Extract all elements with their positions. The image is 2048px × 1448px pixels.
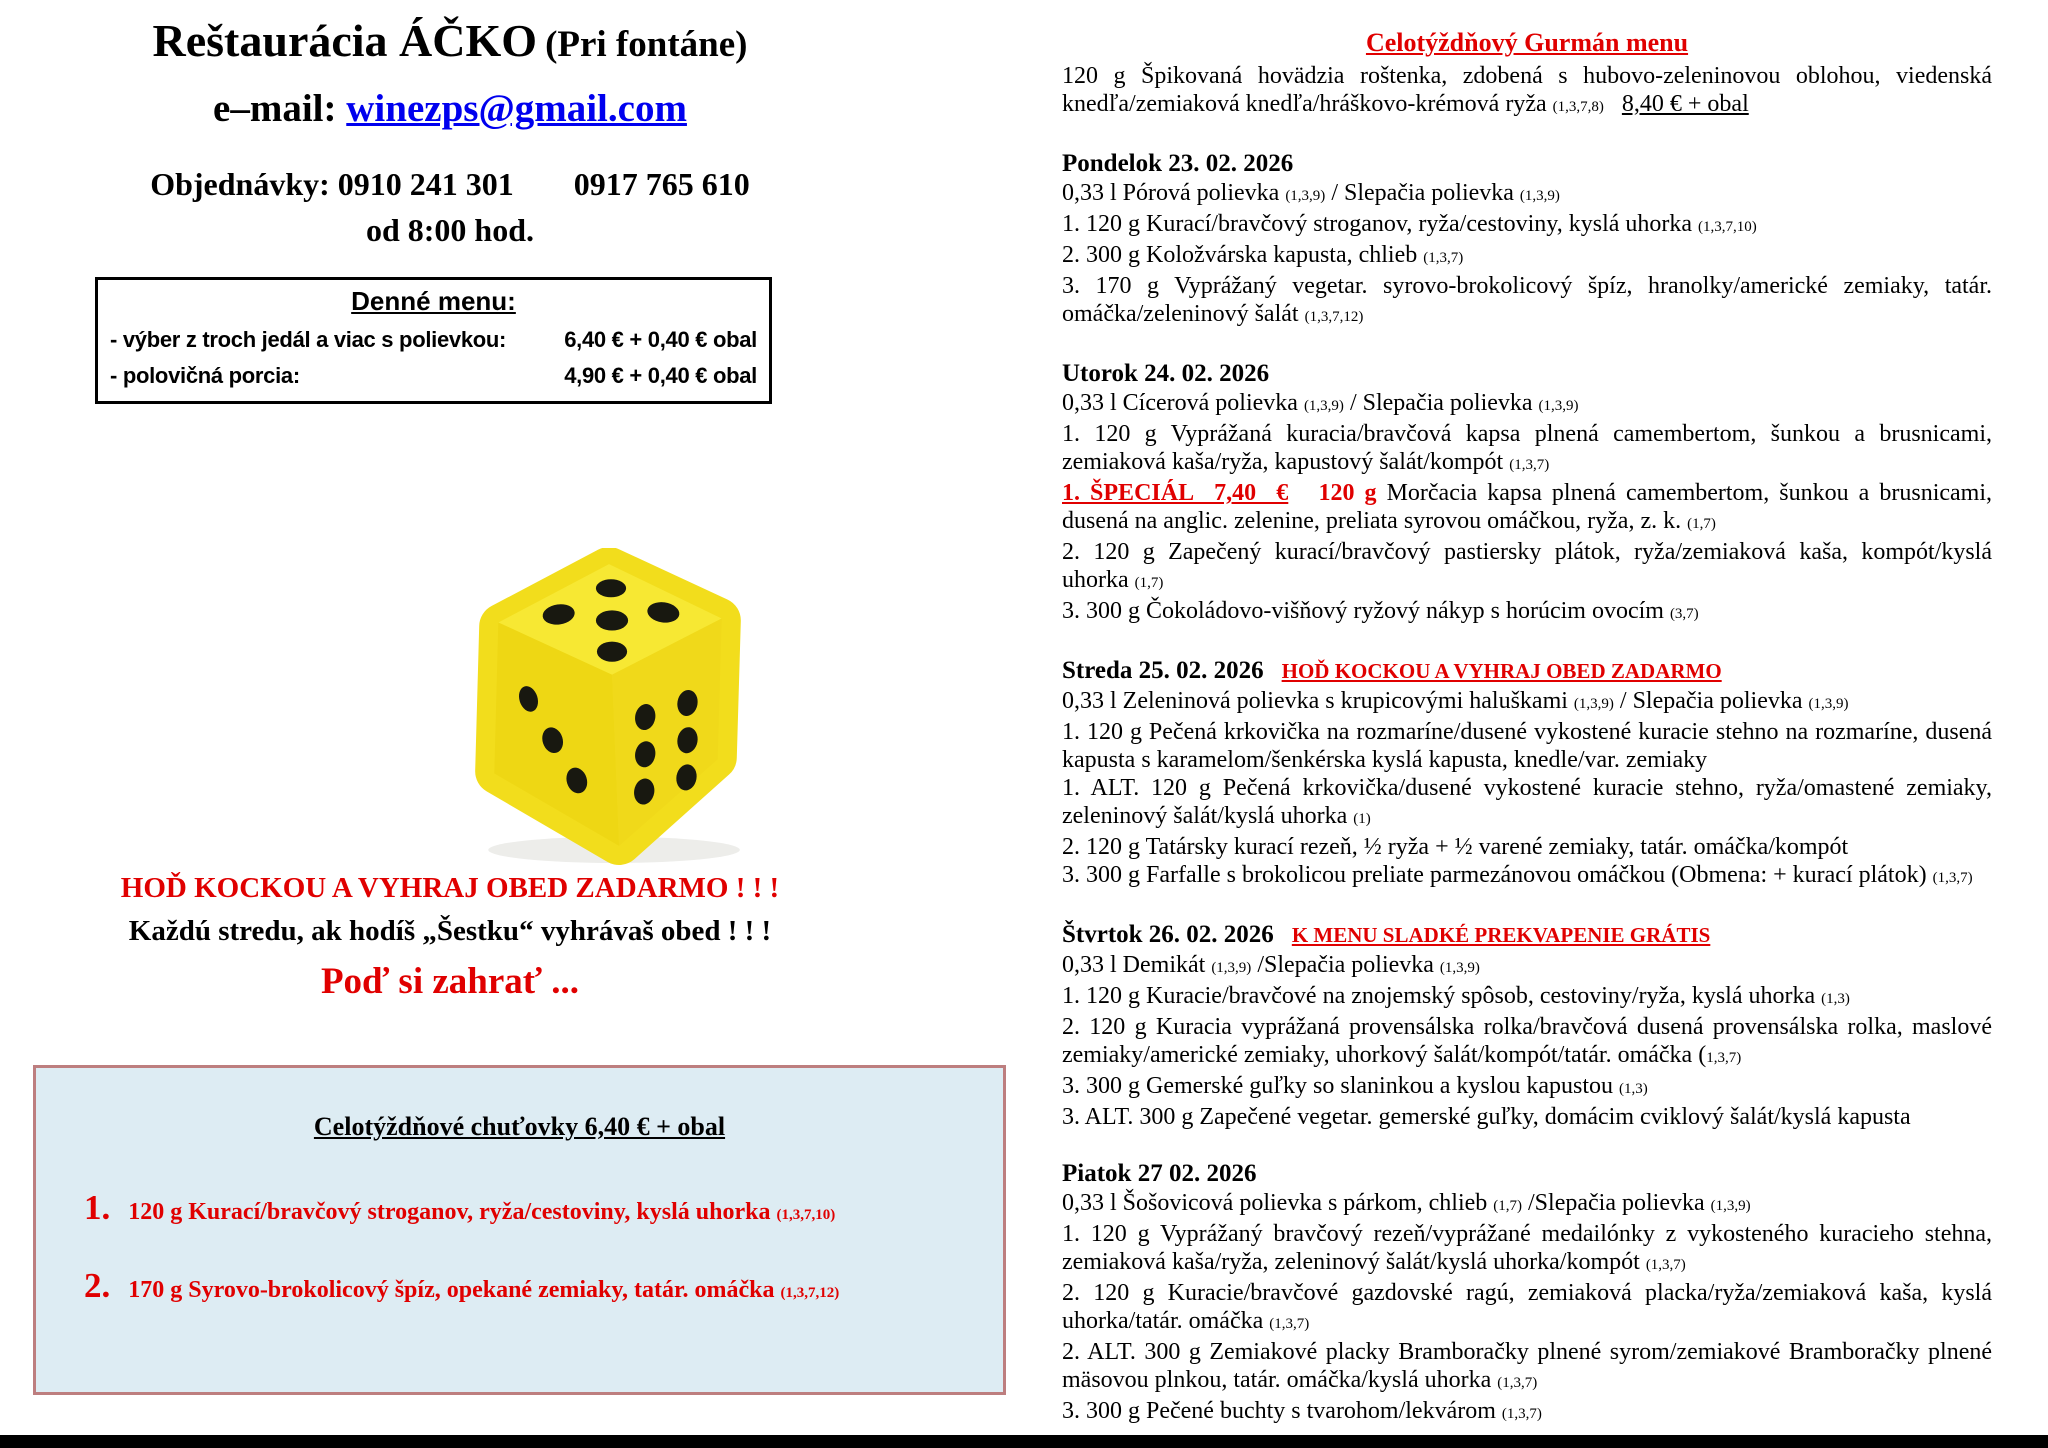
day-heading (1062, 148, 1992, 179)
orders-phone-2: 0917 765 610 (573, 166, 750, 202)
day-title: Utorok 24. 02. 2026 (1062, 360, 1270, 387)
day-section (1062, 1158, 1992, 1428)
page-title (0, 14, 900, 67)
menu-line (1062, 479, 1992, 538)
text-run-sub: (1,3,7) (1497, 1375, 1538, 1391)
text-run-sub: (1,3,7) (1645, 1257, 1686, 1273)
text-run: 3. 300 g Farfalle s brokolicou preliate parmezánovou omáčkou (Obmena: + kurací plátok) (1062, 862, 1933, 888)
snack-item-allergens: (1,3,7,10) (776, 1207, 836, 1223)
week-menu (1062, 148, 1992, 1428)
day-section (1062, 919, 1992, 1131)
menu-line (1062, 982, 1992, 1013)
menu-line (1062, 210, 1992, 241)
text-run-sub: (1,3,7,12) (1304, 309, 1364, 325)
daily-menu-row (110, 327, 757, 353)
daily-menu-box (95, 277, 772, 404)
text-run: 120 g Špikovaná hovädzia roštenka, zdobená s hubovo-zeleninovou oblohou, viedenská knedľa/zemiaková knedľa/hráškovo-krémová ryža (1062, 63, 1992, 117)
text-run-sub: (1,3,7) (1269, 1316, 1310, 1332)
text-run: 1. 120 g Kurací/bravčový stroganov, ryža/cestoviny, kyslá uhorka (1062, 211, 1699, 237)
gurman-menu-heading-text: Celotýždňový Gurmán menu (1365, 28, 1689, 57)
text-run: 0,33 l Zeleninová polievka s krupicovými haluškami (1062, 688, 1574, 714)
right-column (1062, 28, 1992, 1428)
promo-headline: HOĎ KOCKOU A VYHRAJ OBED ZADARMO ! ! ! (120, 872, 780, 904)
text-run-sub: (3,7) (1669, 606, 1699, 622)
text-run: 0,33 l Pórová polievka (1062, 180, 1286, 206)
menu-line (1062, 1279, 1992, 1338)
day-section (1062, 358, 1992, 628)
text-run-sub: (1,3,9) (1710, 1198, 1751, 1214)
snack-item-allergens: (1,3,7,12) (780, 1285, 840, 1301)
day-heading (1062, 358, 1992, 389)
weekly-snacks-box (33, 1065, 1006, 1395)
text-run-sub: 1,3,7) (1706, 1050, 1742, 1066)
day-promo-note: K MENU SLADKÉ PREKVAPENIE GRÁTIS (1291, 923, 1711, 947)
text-run-sub: (1,3,7,8) (1552, 99, 1604, 115)
text-run: 3. 170 g Vyprážaný vegetar. syrovo-brokolicový špíz, hranolky/americké zemiaky, tatár. omáčka/zeleninový šalát (1062, 273, 1992, 327)
menu-line (1062, 833, 1992, 861)
bottom-bar (0, 1435, 2048, 1448)
text-run: / Slepačia polievka (1343, 390, 1539, 416)
menu-line (1062, 861, 1992, 892)
text-run-sub: (1,3,9) (1211, 960, 1252, 976)
day-section (1062, 655, 1992, 892)
text-run: 0,33 l Šošovicová polievka s párkom, chlieb (1062, 1190, 1494, 1216)
text-run (1604, 91, 1622, 117)
day-promo-note: HOĎ KOCKOU A VYHRAJ OBED ZADARMO (1281, 659, 1722, 683)
text-run: 3. ALT. 300 g Zapečené vegetar. gemerské guľky, domácim cviklový šalát/kyslá kapusta (1062, 1104, 1911, 1130)
text-run-sub: (1,3,7) (1932, 870, 1973, 886)
text-run: 2. ALT. 300 g Zemiakové placky Bramboračky plnené syrom/zemiakové Bramboračky plnené mäsovou plnkou, tatár. omáčka/kyslá uhorka (1062, 1339, 1992, 1393)
text-run-sub: (1,3,9) (1808, 696, 1849, 712)
text-run: / Slepačia polievka (1613, 688, 1809, 714)
email-label: e–mail: (213, 87, 337, 130)
menu-line (1062, 951, 1992, 982)
menu-line (1062, 597, 1992, 628)
gurman-paragraph (1062, 62, 1992, 121)
text-run-sub: (1,3,7) (1501, 1406, 1542, 1422)
email-line (0, 86, 900, 131)
snack-item (84, 1188, 1003, 1228)
daily-menu-row-price: 4,90 € + 0,40 € obal (564, 363, 757, 388)
left-column (0, 0, 1020, 1448)
menu-line (1062, 241, 1992, 272)
day-title: Piatok 27 02. 2026 (1062, 1160, 1257, 1187)
text-run: 3. 300 g Pečené buchty s tvarohom/lekvárom (1062, 1398, 1502, 1424)
menu-line (1062, 718, 1992, 774)
menu-line (1062, 1013, 1992, 1072)
snack-item-number: 2. (84, 1266, 111, 1305)
text-run-sub: (1) (1353, 811, 1371, 827)
snack-item (84, 1266, 1003, 1306)
opening-hours: od 8:00 hod. (365, 212, 535, 248)
daily-menu-heading (110, 286, 757, 317)
snack-item-number: 1. (84, 1188, 111, 1227)
restaurant-subtitle: (Pri fontáne) (545, 24, 748, 65)
day-heading (1062, 1158, 1992, 1189)
text-run: 0,33 l Demikát (1062, 952, 1212, 978)
day-title: Pondelok 23. 02. 2026 (1062, 150, 1294, 177)
promo-rule: Každú stredu, ak hodíš „Šestku“ vyhrávaš obed ! ! ! (128, 915, 772, 947)
text-run-sub: (1,3) (1821, 991, 1850, 1007)
text-run-rbu: 1. ŠPECIÁL 7,40 € (1062, 480, 1289, 506)
text-run-sub: (1,3,7) (1509, 457, 1550, 473)
menu-line (1062, 774, 1992, 833)
day-section (1062, 148, 1992, 331)
email-link[interactable]: winezps@gmail.com (346, 87, 687, 130)
menu-line (1062, 1072, 1992, 1103)
text-run: / Slepačia polievka (1325, 180, 1520, 206)
dice-image (448, 548, 770, 870)
text-run-sub: (1,3,7,10) (1698, 219, 1757, 235)
text-run: 1. 120 g Kuracie/bravčové na znojemský spôsob, cestoviny/ryža, kyslá uhorka (1062, 983, 1822, 1009)
promo-invite: Poď si zahrať ... (320, 961, 580, 1002)
daily-menu-row (110, 363, 757, 389)
text-run: /Slepačia polievka (1251, 952, 1440, 978)
menu-line (1062, 179, 1992, 210)
text-run: 1. 120 g Vyprážaný bravčový rezeň/vyprážané medailónky z vykosteného kuracieho stehna, zemiaková kaša/ryža, zeleninový šalát/kyslá uhorka/kompót (1062, 1221, 1992, 1275)
text-run-u: 8,40 € + obal (1621, 91, 1749, 117)
text-run-sub: (1,3,9) (1573, 696, 1614, 712)
text-run-rb: 120 g (1288, 480, 1387, 506)
menu-line (1062, 538, 1992, 597)
text-run-sub: (1,3,9) (1538, 398, 1579, 414)
menu-line (1062, 1103, 1992, 1131)
snack-item-text: 120 g Kurací/bravčový stroganov, ryža/cestoviny, kyslá uhorka (128, 1199, 777, 1225)
menu-line (1062, 1220, 1992, 1279)
weekly-snacks-heading (36, 1112, 1003, 1142)
text-run-sub: (1,3,9) (1285, 188, 1326, 204)
text-run: 1. 120 g Pečená krkovička na rozmaríne/dusené vykostené kuracie stehno na rozmaríne, dusená kapusta s karamelom/šenkérska kyslá kapusta, knedle/var. zemiaky (1062, 719, 1992, 773)
restaurant-name: Reštaurácia ÁČKO (152, 15, 538, 66)
text-run: 3. 300 g Gemerské guľky so slaninkou a kyslou kapustou (1062, 1073, 1620, 1099)
day-heading (1062, 919, 1992, 951)
text-run: /Slepačia polievka (1522, 1190, 1711, 1216)
menu-line (1062, 389, 1992, 420)
text-run: Morčacia kapsa plnená camembertom, šunkou a brusnicami, dusená na anglic. zelenine, preliata syrovou omáčkou, ryža, z. k. (1062, 480, 1993, 534)
text-run: 2. 120 g Zapečený kurací/bravčový pastiersky plátok, ryža/zemiaková kaša, kompót/kyslá uhorka (1062, 539, 1992, 593)
text-run: 3. 300 g Čokoládovo-višňový ryžový nákyp s horúcim ovocím (1062, 598, 1670, 624)
orders-line (0, 166, 900, 203)
text-run: 2. 120 g Kuracia vyprážaná provensálska rolka/bravčová dusená provensálska rolka, maslové zemiaky/americké zemiaky, uhorkový šalát/kompót/tatár. omáčka ( (1062, 1014, 1992, 1068)
gurman-menu-heading (1062, 28, 1992, 58)
text-run-sub: (1,3,7) (1423, 250, 1464, 266)
daily-menu-heading-text: Denné menu: (351, 286, 516, 316)
text-run-sub: (1,3) (1619, 1081, 1648, 1097)
menu-line (1062, 687, 1992, 718)
text-run-sub: (1,7) (1493, 1198, 1523, 1214)
daily-menu-row-price: 6,40 € + 0,40 € obal (564, 327, 757, 352)
text-run-sub: (1,3,9) (1303, 398, 1344, 414)
text-run: 2. 300 g Koložvárska kapusta, chlieb (1062, 242, 1424, 268)
text-run: 2. 120 g Tatársky kurací rezeň, ½ ryža + ½ varené zemiaky, tatár. omáčka/kompót (1062, 834, 1849, 860)
text-run-sub: (1,3,9) (1519, 188, 1560, 204)
orders-phone-1: 0910 241 301 (337, 166, 514, 202)
daily-menu-row-label: - polovičná porcia: (110, 363, 300, 388)
snack-item-text: 170 g Syrovo-brokolicový špíz, opekané zemiaky, tatár. omáčka (128, 1277, 781, 1303)
day-heading (1062, 655, 1992, 687)
text-run: 2. 120 g Kuracie/bravčové gazdovské ragú, zemiaková placka/ryža/zemiaková kaša, kyslá uhorka/tatár. omáčka (1062, 1280, 1992, 1334)
text-run: 1. ALT. 120 g Pečená krkovička/dusené vykostené kuracie stehno, ryža/omastené zemiaky, zeleninový šalát/kyslá uhorka (1062, 775, 1992, 829)
day-title: Streda 25. 02. 2026 (1062, 657, 1264, 684)
text-run: 1. 120 g Vyprážaná kuracia/bravčová kapsa plnená camembertom, šunkou a brusnicami, zemiaková kaša/ryža, kapustový šalát/kompót (1062, 421, 1992, 475)
text-run: 0,33 l Cícerová polievka (1062, 390, 1304, 416)
orders-label: Objednávky: (150, 166, 330, 202)
text-run-sub: (1,7) (1134, 575, 1164, 591)
menu-line (1062, 1397, 1992, 1428)
menu-line (1062, 1189, 1992, 1220)
daily-menu-row-label: - výber z troch jedál a viac s polievkou: (110, 327, 507, 352)
menu-line (1062, 272, 1992, 331)
menu-line (1062, 1338, 1992, 1397)
text-run-sub: (1,7) (1687, 516, 1716, 532)
weekly-snacks-heading-text: Celotýždňové chuťovky 6,40 € + obal (313, 1112, 726, 1141)
day-title: Štvrtok 26. 02. 2026 (1062, 921, 1274, 948)
text-run-sub: (1,3,9) (1439, 960, 1480, 976)
menu-line (1062, 420, 1992, 479)
